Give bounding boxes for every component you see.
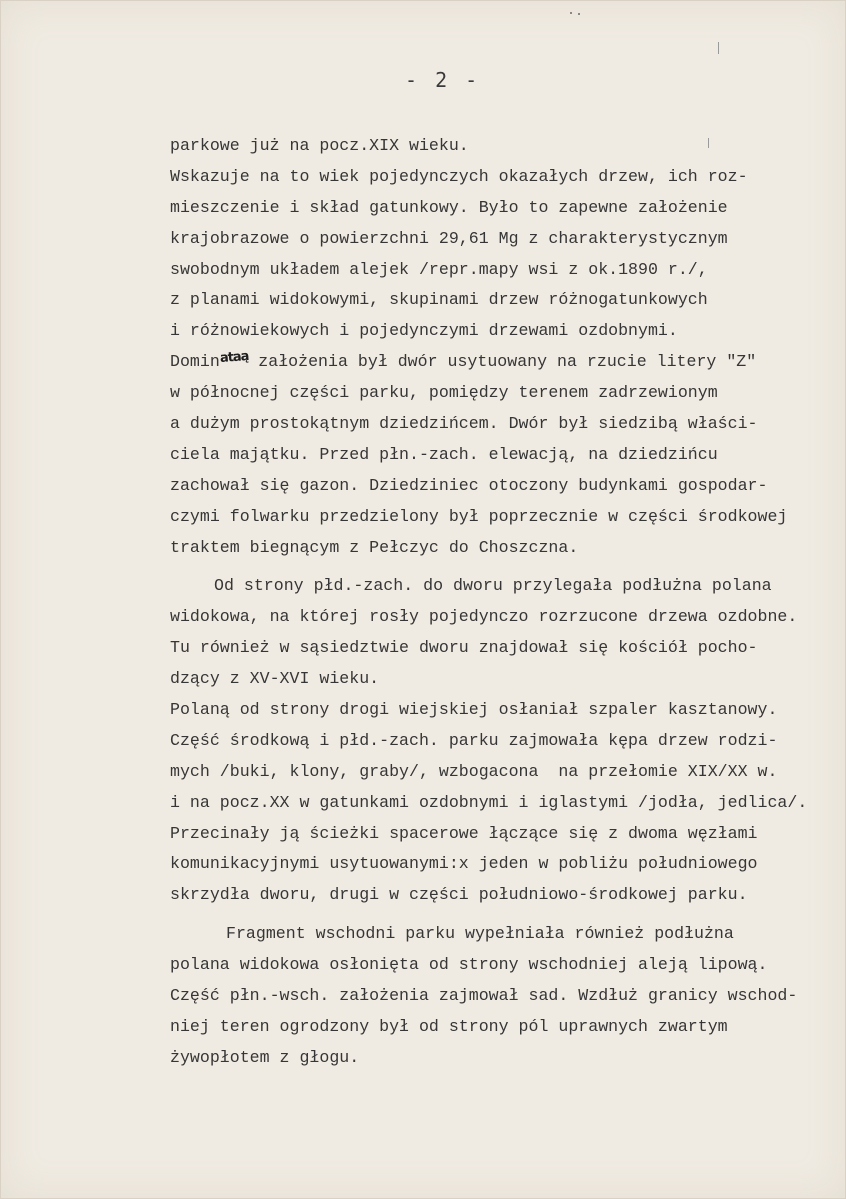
text-line: zachował się gazon. Dziedziniec otoczony budynkami gospodar- (170, 475, 768, 495)
text-fragment: Domin (170, 352, 220, 372)
paragraph-start-line: Fragment wschodni parku wypełniała również podłużna (226, 924, 734, 944)
text-line: i na pocz.XX w gatunkami ozdobnymi i iglastymi /jodła, jedlica/. (170, 792, 808, 812)
text-line: z planami widokowymi, skupinami drzew różnogatunkowych (170, 290, 708, 310)
page-number: - 2 - (405, 68, 481, 92)
text-line: ciela majątku. Przed płn.-zach. elewacją, na dziedzińcu (170, 444, 718, 464)
ink-speck (578, 13, 580, 15)
text-line: skrzydła dworu, drugi w części południowo-środkowej parku. (170, 885, 748, 905)
text-line: i różnowiekowych i pojedynczymi drzewami ozdobnymi. (170, 321, 678, 341)
text-line: w północnej części parku, pomiędzy terenem zadrzewionym (170, 383, 718, 403)
handwritten-correction: ataą (219, 349, 249, 367)
text-fragment: założenia był dwór usytuowany na rzucie litery "Z" (248, 352, 757, 372)
text-line: dzący z XV-XVI wieku. (170, 669, 380, 689)
ink-speck (570, 12, 572, 14)
text-line: swobodnym układem alejek /repr.mapy wsi z ok.1890 r./, (170, 259, 708, 279)
text-line: traktem biegnącym z Pełczyc do Choszczna. (170, 537, 579, 557)
text-line: niej teren ogrodzony był od strony pól uprawnych zwartym (170, 1016, 728, 1036)
text-line: komunikacyjnymi usytuowanymi:x jeden w pobliżu południowego (170, 854, 758, 874)
text-line: krajobrazowe o powierzchni 29,61 Mg z charakterystycznym (170, 228, 728, 248)
body-text (170, 131, 810, 1074)
text-line: Tu również w sąsiedztwie dworu znajdował się kościół pocho- (170, 638, 758, 658)
text-line: widokowa, na której rosły pojedynczo rozrzucone drzewa ozdobne. (170, 607, 798, 627)
text-line: mych /buki, klony, graby/, wzbogacona na przełomie XIX/XX w. (170, 761, 778, 781)
paragraph-start-line: Od strony płd.-zach. do dworu przylegała podłużna polana (214, 576, 772, 596)
text-line: żywopłotem z głogu. (170, 1047, 360, 1067)
text-line: czymi folwarku przedzielony był poprzecznie w części środkowej (170, 506, 788, 526)
text-line: Przecinały ją ścieżki spacerowe łączące się z dwoma węzłami (170, 823, 758, 843)
text-line: polana widokowa osłonięta od strony wschodniej aleją lipową. (170, 955, 768, 975)
text-line: Polaną od strony drogi wiejskiej osłaniał szpaler kasztanowy. (170, 700, 778, 720)
text-line: Część środkową i płd.-zach. parku zajmowała kępa drzew rodzi- (170, 730, 778, 750)
text-line-with-correction (170, 347, 810, 378)
text-line: mieszczenie i skład gatunkowy. Było to zapewne założenie (170, 197, 728, 217)
text-line: Część płn.-wsch. założenia zajmował sad. Wzdłuż granicy wschod- (170, 986, 798, 1006)
text-line: a dużym prostokątnym dziedzińcem. Dwór był siedzibą właści- (170, 414, 758, 434)
margin-mark (718, 42, 719, 54)
text-line: parkowe już na pocz.XIX wieku. (170, 136, 469, 155)
text-line: Wskazuje na to wiek pojedynczych okazałych drzew, ich roz- (170, 166, 748, 186)
